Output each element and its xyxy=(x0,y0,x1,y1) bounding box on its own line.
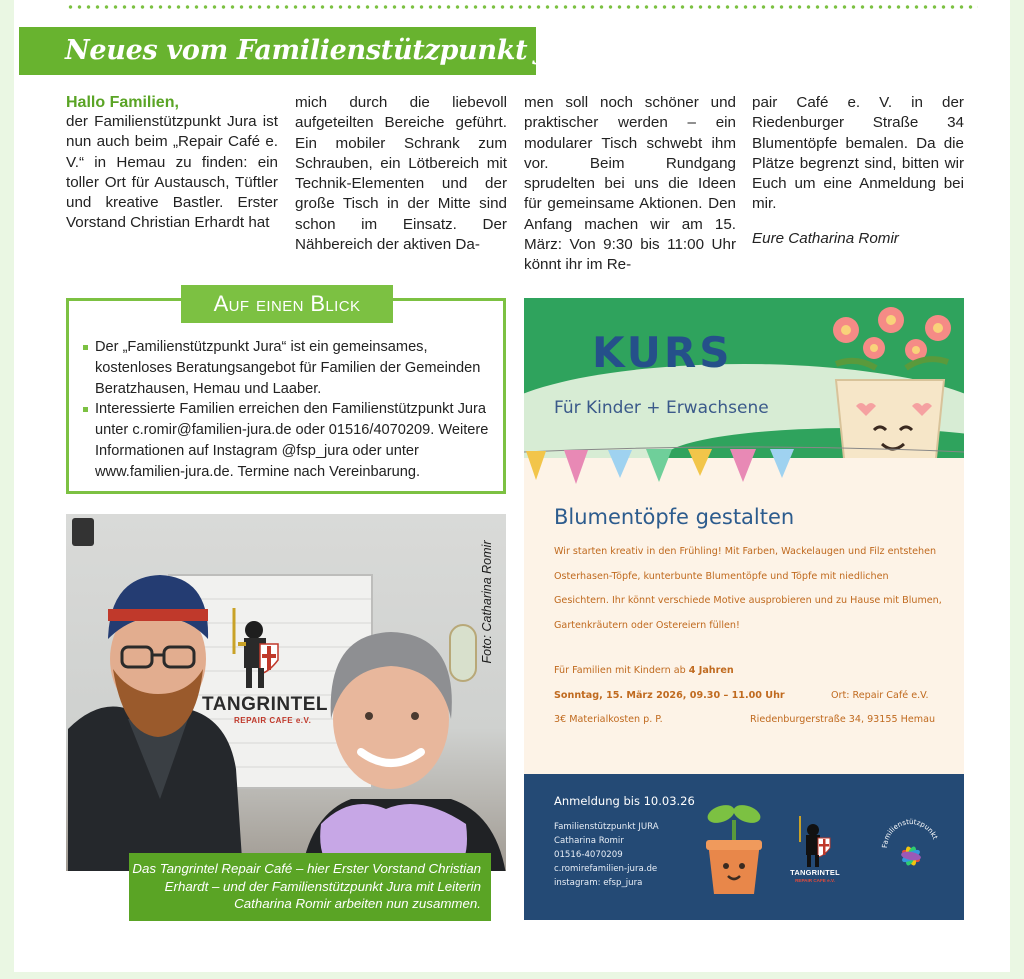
article-text-4: pair Café e. V. in der Riedenburger Straße 34 Blumentöpfe bemalen. Da die Plätze begrenzt sind, bitten wir Euch um eine Anmeldung bei mir. xyxy=(752,94,964,213)
poster-age-value: 4 Jahren xyxy=(688,665,734,676)
dotted-divider xyxy=(66,4,978,10)
logo-arc-text: Familienstützpunkt xyxy=(880,817,940,849)
sign-subtitle: REPAIR CAFE e.V. xyxy=(234,716,312,725)
poster-heading: Blumentöpfe gestalten xyxy=(554,505,795,529)
poster-location: Ort: Repair Café e.V. xyxy=(831,690,929,701)
article-text-2: mich durch die liebevoll aufgeteilten Bereiche geführt. Ein mobiler Schrank zum Schrauben, ein Lötbereich mit Technik-Elementen und der große Tisch in der Mitte sind schon im Einsatz. Der Nähbereich der aktiven Da- xyxy=(295,94,507,254)
article-column-1 xyxy=(66,93,278,234)
sign-title: TANGRINTEL xyxy=(202,694,329,715)
logo-subtitle: REPAIR CAFE e.V. xyxy=(795,878,835,883)
article-column-4 xyxy=(752,93,964,249)
familienstuetzpunkt-logo-icon xyxy=(879,814,943,878)
greeting: Hallo Familien, xyxy=(66,94,179,111)
registration-line: Catharina Romir xyxy=(554,836,624,846)
registration-line: Familienstützpunkt JURA xyxy=(554,822,659,832)
photo-credit xyxy=(472,522,502,682)
tangrintel-logo xyxy=(786,812,844,892)
photo-credit-text: Foto: Catharina Romir xyxy=(480,540,494,664)
poster-kurs-title: KURS xyxy=(592,328,733,377)
poster-cost: 3€ Materialkosten p. P. xyxy=(554,714,663,725)
man-figure xyxy=(68,569,243,871)
poster-description: Wir starten kreativ in den Frühling! Mit Farben, Wackelaugen und Filz entstehen Osterhasen-Töpfe, kunterbunte Blumentöpfe und Töpfe mit niedlichen Gesichtern. Ihr könnt verschiede Motive ausprobieren und zu Hause mit Blumen, Gartenkräutern oder Ostereiern füllen! xyxy=(554,546,942,631)
registration-line: 01516-4070209 xyxy=(554,850,623,860)
flower-pot-icon xyxy=(816,298,964,458)
poster-audience: Für Kinder + Erwachsene xyxy=(554,398,769,418)
list-item: Interessierte Familien erreichen den Familienstützpunkt Jura unter c.romir@familien-jura.de oder 01516/4070209. Weitere Informationen auf Instagram @fsp_jura oder unter www.familien-jura.de. Termine nach Vereinbarung. xyxy=(83,399,495,482)
knight-logo-icon xyxy=(786,812,844,868)
signature: Eure Catharina Romir xyxy=(752,229,899,247)
photo-caption: Das Tangrintel Repair Café – hier Erster Vorstand Christian Erhardt – und der Familienstützpunkt Jura mit Leiterin Catharina Romir arbeiten nun zusammen. xyxy=(129,853,491,921)
registration-details xyxy=(554,820,659,890)
section-banner xyxy=(19,27,600,75)
poster-header xyxy=(524,298,964,458)
at-a-glance-title: Auf einen Blick xyxy=(181,285,393,323)
registration-line: c.romirefamilien-jura.de xyxy=(554,864,658,874)
wall-lamp xyxy=(72,518,94,546)
article-column-3 xyxy=(524,93,736,276)
article-text-1: der Familienstützpunkt Jura ist nun auch beim „Repair Café e. V.“ in Hemau zu finden: ein toller Ort für Austausch, Tüftler und kreative Bastler. Erster Vorstand Christian Erhardt hat xyxy=(66,113,278,232)
registration-title: Anmeldung bis 10.03.26 xyxy=(554,794,695,808)
article-column-2 xyxy=(295,93,507,255)
magazine-page xyxy=(14,0,1010,972)
sprout-pot-icon xyxy=(704,796,764,896)
repair-cafe-photo xyxy=(66,514,506,871)
poster-date: Sonntag, 15. März 2026, 09.30 – 11.00 Uhr xyxy=(554,690,785,701)
registration-line: instagram: efsp_jura xyxy=(554,878,643,888)
poster-age-text: Für Familien mit Kindern ab xyxy=(554,665,686,676)
section-title: Neues vom Familienstützpunkt Jura xyxy=(65,35,600,66)
svg-text:Familienstützpunkt xyxy=(881,818,939,848)
list-item: Der „Familienstützpunkt Jura“ ist ein gemeinsames, kostenloses Beratungsangebot für Familien der Gemeinden Beratzhausen, Hemau und Laaber. xyxy=(83,337,495,399)
poster-age xyxy=(554,665,734,676)
poster-registration-panel xyxy=(524,774,964,920)
at-a-glance-list xyxy=(83,337,495,483)
course-poster xyxy=(524,298,964,920)
at-a-glance-box xyxy=(66,291,506,494)
article-text-3: men soll noch schöner und praktischer werden – ein modularer Tisch schwebt ihm vor. Beim Rundgang sprudelten bei uns die Ideen für gemeinsame Aktionen. Den Anfang machen wir am 15. März: Von 9:30 bis 11:00 Uhr könnt ihr im Re- xyxy=(524,94,736,274)
bunting-decoration xyxy=(524,446,964,488)
poster-address: Riedenburgerstraße 34, 93155 Hemau xyxy=(750,714,936,725)
logo-title: TANGRINTEL xyxy=(790,868,840,877)
